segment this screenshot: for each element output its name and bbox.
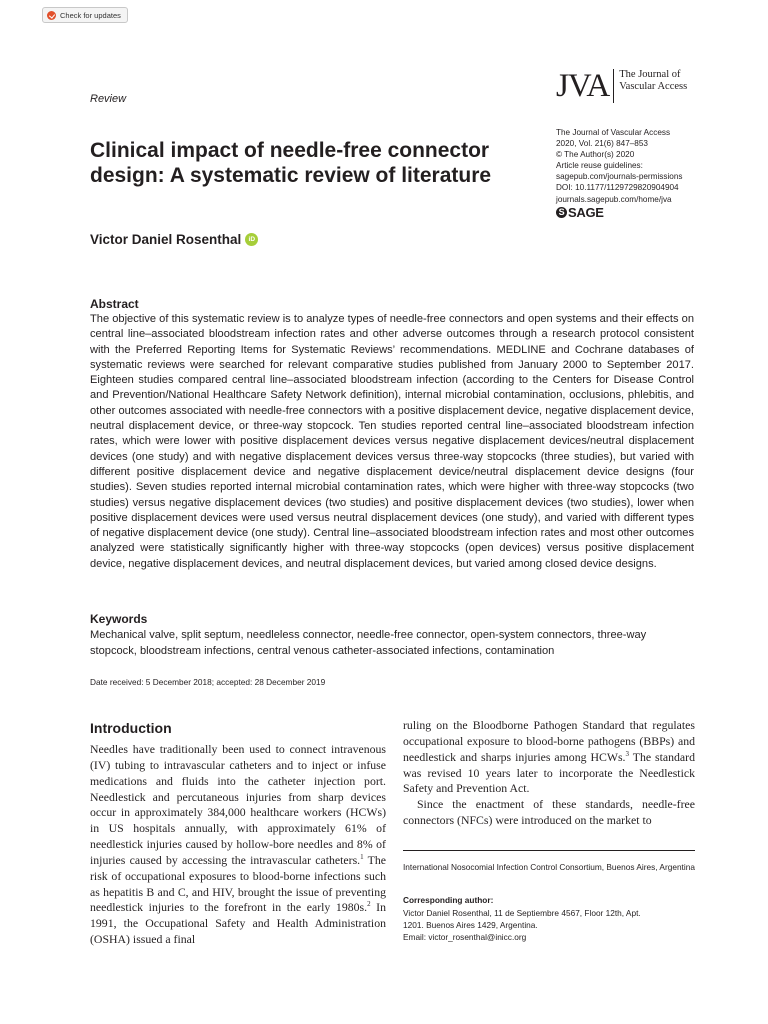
meta-doi-link[interactable]: DOI: 10.1177/1129729820904904 (556, 183, 679, 193)
footnote-divider (403, 850, 695, 851)
citation-3[interactable]: 3 (625, 749, 630, 758)
intro-text-1: Needles have traditionally been used to connect intravenous (IV) tubing to intravascular catheters and to inject or infuse medications and fluids into the catheter injection port. Needlestick and percutaneous injuries from sharp devices occur in approximately 384,000 healthcare workers (HCWs) in US hospitals annually, with approximately 61% of needlestick injuries caused by hollow-bore needles and 8% of injuries caused by accessing the intravascular catheters. (90, 742, 386, 867)
article-title (90, 138, 540, 188)
check-for-updates-badge[interactable] (42, 7, 128, 23)
journal-logo-mark: JVA (556, 68, 610, 104)
meta-copyright: © The Author(s) 2020 (556, 150, 635, 160)
corresponding-address-1: Victor Daniel Rosenthal, 11 de Septiembre 4567, Floor 12th, Apt. (403, 908, 641, 918)
journal-logo-name (619, 69, 687, 93)
journal-metadata (556, 127, 683, 205)
title-line-2: design: A systematic review of literature (90, 164, 492, 187)
keywords-heading: Keywords (90, 612, 148, 626)
check-for-updates-label: Check for updates (60, 10, 121, 20)
abstract-text: The objective of this systematic review is to analyze types of needle-free connectors and open systems and their effects on central line–associated bloodstream infection rates and other adverse outcomes through a research protocol consistent with the Preferred Reporting Items for Systematic Reviews’ recommendations. MEDLINE and Cochrane databases of systematic reviews were searched for relevant comparative studies published from January 2000 to September 2017. Eighteen studies compared central line–associated bloodstream infection (according to the Centers for Disease Control and Prevention/National Healthcare Safety Network definition), internal microbial contamination, occlusions, phlebitis, and other outcomes associated with needle-free connectors with a positive displacement device, negative displacement device, neutral displacement device, or three-way stopcock. Ten studies reported central line–associated bloodstream infection rates, which were lower with positive displacement devices versus negative displacement devices/neutral displacement devices (one study) and with negative displacement devices versus three-way stopcocks (three studies), but varied with different positive displacement device and negative displacement device/neutral displacement device designs (four studies). Seven studies reported internal microbial contamination rates, which were higher with three-way stopcocks (two studies) versus negative displacement devices (two studies) and positive displacement devices (two studies), lower when positive displacement devices were used versus neutral displacement devices (one study), and varied with different types of negative displacement device (one study). Central line–associated bloodstream infection rates and most other outcomes analyzed were statistically significantly higher with three-way stopcocks (open devices) versus positive displacement device, negative displacement devices, and neutral displacement devices, but varied among closed device designs. (90, 313, 694, 570)
sage-circle-icon: S (556, 207, 567, 218)
meta-reuse: Article reuse guidelines: (556, 161, 643, 171)
received-dates: Date received: 5 December 2018; accepted: 28 December 2019 (90, 677, 326, 687)
orcid-icon[interactable]: iD (245, 233, 258, 246)
intro-text-2: The risk of occupational exposures to blood-borne infections such as hepatitis B and C, and HIV, brought the issue of preventing needlestick injuries to the forefront in the early 1980s. (90, 852, 387, 915)
intro-text-3: In 1991, the Occupational Safety and Health Administration (OSHA) issued a final (90, 900, 386, 947)
journal-name-line1: The Journal of (619, 69, 681, 80)
introduction-heading: Introduction (90, 720, 172, 736)
publisher-name: SAGE (568, 205, 604, 220)
introduction-right-column (403, 718, 695, 829)
meta-permissions-link[interactable]: sagepub.com/journals-permissions (556, 172, 683, 182)
meta-journal-link[interactable]: journals.sagepub.com/home/jva (556, 194, 672, 204)
citation-1[interactable]: 1 (360, 852, 364, 861)
corresponding-author-details (403, 907, 695, 943)
abstract-heading: Abstract (90, 297, 139, 311)
keywords-text: Mechanical valve, split septum, needleless connector, needle-free connector, open-system connectors, three-way stopcock, bloodstream infections, central venous catheter-associated infections, contamination (90, 629, 647, 657)
intro-text-5: The standard was revised 10 years later to incorporate the Needlestick Safety and Prevention Act. (403, 749, 695, 796)
corresponding-email-link[interactable]: Email: victor_rosenthal@inicc.org (403, 932, 527, 942)
meta-journal: The Journal of Vascular Access (556, 128, 671, 137)
journal-logo (556, 69, 687, 103)
journal-name-line2: Vascular Access (619, 81, 688, 92)
article-type-label: Review (90, 93, 127, 105)
intro-paragraph-2: Since the enactment of these standards, needle-free connectors (NFCs) were introduced on the market to (403, 797, 695, 828)
corresponding-author-heading: Corresponding author: (403, 895, 494, 905)
logo-divider (613, 69, 614, 103)
author-line (90, 232, 258, 247)
corresponding-address-2: 1201. Buenos Aires 1429, Argentina. (403, 920, 538, 930)
intro-paragraph-continued (403, 718, 695, 797)
meta-volume: 2020, Vol. 21(6) 847–853 (556, 139, 648, 149)
citation-2[interactable]: 2 (367, 900, 371, 909)
title-line-1: Clinical impact of needle-free connector (90, 139, 490, 162)
publisher-logo (556, 205, 604, 220)
update-check-icon (47, 11, 56, 20)
introduction-left-column (90, 742, 386, 948)
author-name: Victor Daniel Rosenthal (90, 232, 242, 247)
intro-text-4: ruling on the Bloodborne Pathogen Standard that regulates occupational exposure to blood-borne pathogens (BBPs) and needlestick and sharps injuries among HCWs. (403, 718, 695, 764)
affiliation: International Nosocomial Infection Control Consortium, Buenos Aires, Argentina (403, 862, 695, 872)
